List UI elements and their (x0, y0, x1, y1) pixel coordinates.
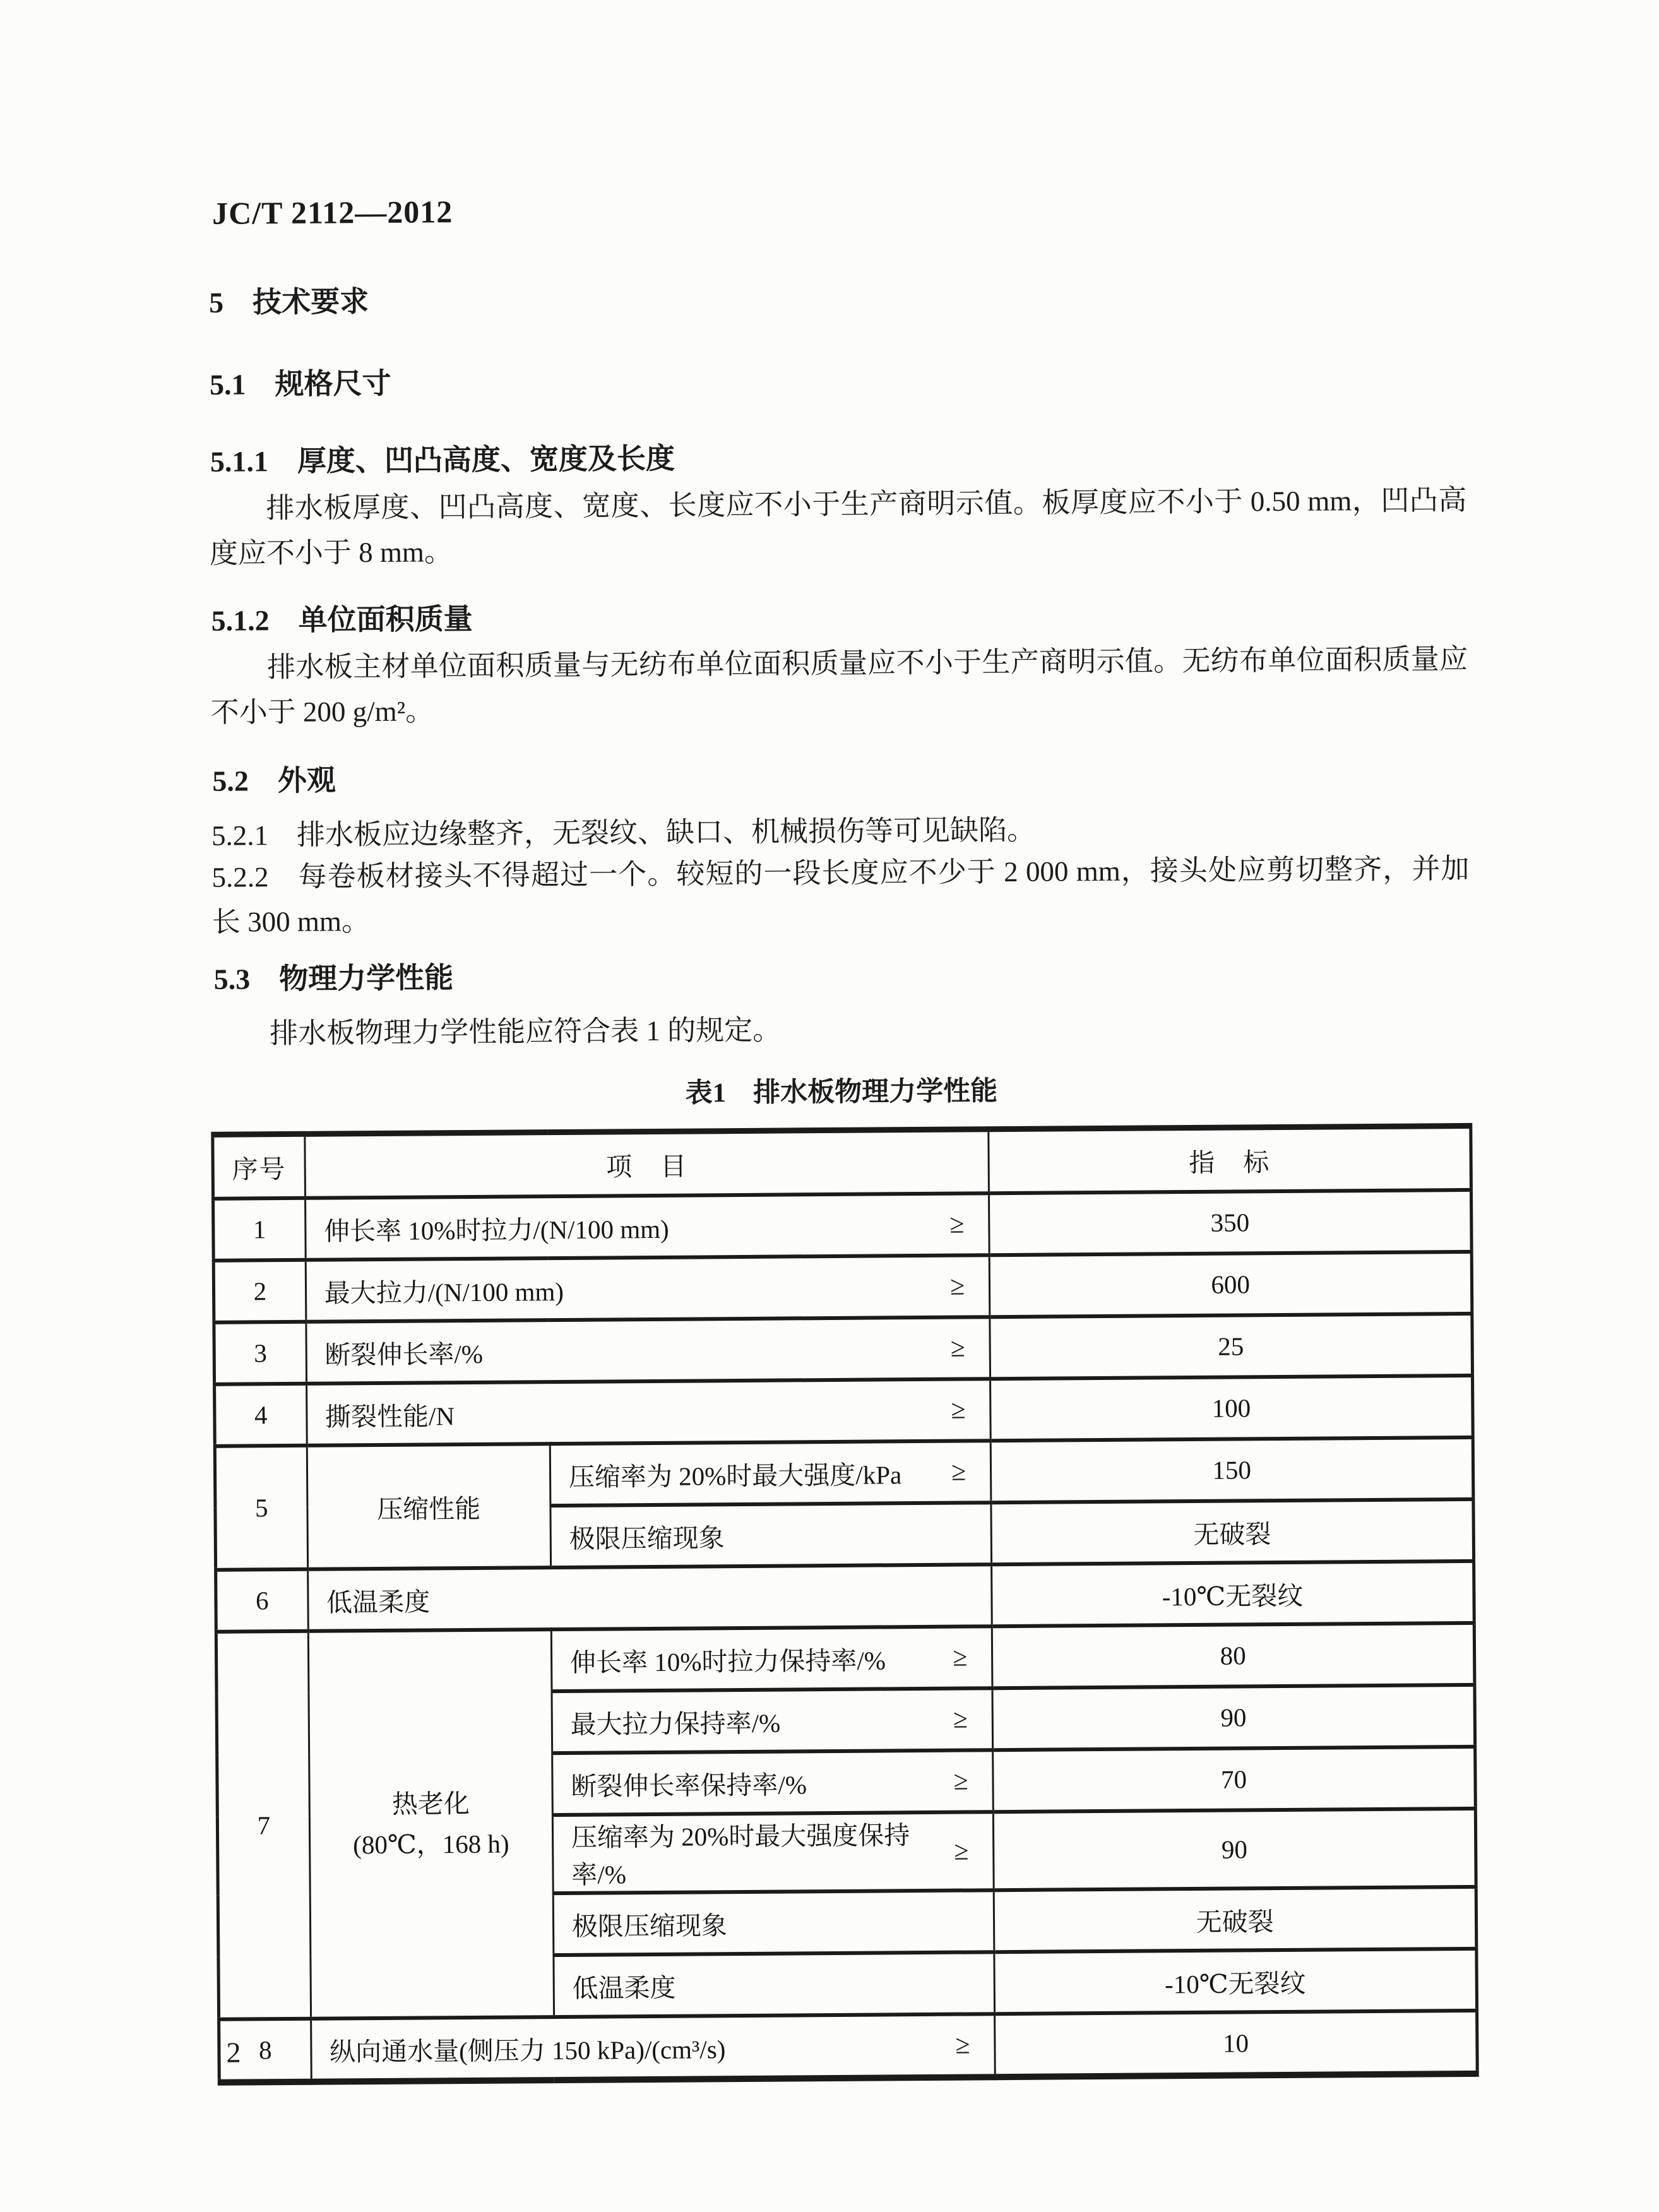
heading-thickness-height-width-length: 5.1.1 厚度、凹凸高度、宽度及长度 (210, 442, 675, 478)
para-thickness-requirements: 排水板厚度、凹凸高度、宽度、长度应不小于生产商明示值。板厚度应不小于 0.50 mm，凹凸高度应不小于 8 mm。 (209, 484, 1467, 569)
col-header-index: 指 标 (989, 1126, 1471, 1193)
group-label-line1: 热老化 (391, 1789, 470, 1819)
cell-value: 无破裂 (994, 1887, 1476, 1952)
item-flex (572, 1965, 970, 2004)
para-mass-requirements: 排水板主材单位面积质量与无纺布单位面积质量应不小于生产商明示值。无纺布单位面积质量应不小于 200 g/m²。 (210, 643, 1468, 728)
gte-symbol: ≥ (950, 1333, 966, 1363)
cell-no: 7 (216, 1631, 311, 2019)
table-row (213, 1252, 1472, 1323)
standard-number: JC/T 2112—2012 (211, 194, 453, 231)
cell-value: -10℃无裂纹 (994, 1949, 1477, 2014)
table1-title: 表1 排水板物理力学性能 (685, 1076, 998, 1109)
item-flex (324, 1329, 965, 1371)
item-text: 纵向通水量(侧压力 150 kPa)/(cm³/s) (329, 2034, 726, 2067)
item-text: 低温柔度 (326, 1586, 431, 1617)
item-flex (572, 1903, 970, 1942)
cell-value: 600 (989, 1252, 1472, 1317)
group-label-line2: (80℃，168 h) (353, 1829, 509, 1860)
item-text: 压缩率为 20%时最大强度保持率/% (571, 1821, 910, 1889)
cell-item (551, 1626, 992, 1691)
table1-physical-properties (211, 1123, 1479, 2086)
col-header-no: 序号 (213, 1134, 305, 1199)
table-row (216, 1623, 1475, 1694)
gte-symbol: ≥ (949, 1271, 965, 1301)
item-text: 伸长率 10%时拉力/(N/100 mm) (323, 1214, 669, 1246)
heading-appearance: 5.2 外观 (212, 764, 336, 797)
cell-group-heat-aging (308, 1629, 554, 2019)
item-text: 伸长率 10%时拉力保持率/% (569, 1645, 886, 1677)
cell-value: 80 (992, 1623, 1474, 1688)
cell-item (306, 1255, 990, 1322)
cell-value: 90 (994, 1809, 1477, 1890)
gte-symbol: ≥ (954, 1836, 969, 1866)
cell-no: 8 (219, 2019, 311, 2083)
para-appearance-5-2-1: 5.2.1 排水板应边缘整齐，无裂纹、缺口、机械损伤等可见缺陷。 (211, 814, 1036, 852)
item-flex (326, 1577, 967, 1619)
gte-symbol: ≥ (955, 2030, 970, 2060)
heading-technical-requirements: 5 技术要求 (208, 285, 369, 319)
cell-group-compression: 压缩性能 (307, 1444, 551, 1569)
cell-item (552, 1750, 993, 1815)
item-flex (324, 1268, 965, 1309)
item-flex (569, 1515, 966, 1555)
table-row (213, 1190, 1472, 1261)
cell-item (552, 1688, 993, 1753)
cell-value: 无破裂 (991, 1499, 1473, 1564)
item-flex (330, 2026, 970, 2068)
gte-symbol: ≥ (951, 1395, 966, 1425)
gte-symbol: ≥ (951, 1457, 966, 1487)
cell-value: 350 (989, 1190, 1472, 1255)
cell-item (306, 1317, 990, 1384)
gte-symbol: ≥ (953, 1766, 968, 1796)
item-text: 撕裂性能/N (324, 1401, 455, 1432)
heading-physical-mechanical-properties: 5.3 物理力学性能 (213, 961, 454, 996)
cell-item (311, 2014, 995, 2082)
item-flex (571, 1814, 969, 1891)
para-appearance-5-2-2: 5.2.2 每卷板材接头不得超过一个。较短的一段长度应不少于 2 000 mm，接头处应剪切整齐，并加长 300 mm。 (211, 852, 1470, 938)
gte-symbol: ≥ (949, 1210, 965, 1239)
cell-item (305, 1193, 989, 1260)
cell-item (550, 1502, 992, 1567)
cell-no: 4 (215, 1384, 307, 1446)
item-flex (571, 1763, 968, 1802)
item-text: 低温柔度 (572, 1973, 676, 2003)
table-row (219, 2011, 1478, 2083)
heading-mass-per-unit-area: 5.1.2 单位面积质量 (211, 602, 473, 637)
item-text: 断裂伸长率/% (324, 1339, 484, 1370)
cell-item (306, 1379, 990, 1446)
table-row (215, 1437, 1473, 1508)
item-flex (569, 1453, 966, 1493)
para-table1-reference: 排水板物理力学性能应符合表 1 的规定。 (270, 1014, 782, 1050)
cell-item (552, 1812, 994, 1893)
cell-item (554, 1952, 995, 2017)
cell-value: 25 (990, 1314, 1472, 1379)
item-text: 断裂伸长率保持率/% (571, 1769, 807, 1801)
cell-no: 5 (215, 1446, 307, 1570)
cell-no: 2 (213, 1260, 306, 1323)
cell-no: 3 (214, 1322, 306, 1384)
cell-value: 10 (995, 2011, 1477, 2077)
table-row (214, 1314, 1473, 1384)
item-text: 最大拉力/(N/100 mm) (324, 1276, 564, 1308)
cell-item (550, 1441, 991, 1506)
table-row (216, 1561, 1475, 1632)
heading-specification-dimensions: 5.1 规格尺寸 (209, 367, 391, 401)
cell-no: 6 (216, 1569, 308, 1632)
gte-symbol: ≥ (953, 1643, 968, 1672)
cell-value: 100 (990, 1376, 1473, 1441)
col-header-item: 项 目 (304, 1129, 989, 1198)
cell-value: 90 (992, 1685, 1475, 1750)
item-flex (570, 1701, 968, 1740)
item-text: 最大拉力保持率/% (570, 1708, 781, 1739)
item-flex (570, 1639, 968, 1679)
cell-value: -10℃无裂纹 (992, 1561, 1474, 1626)
page-number: 2 (226, 2036, 241, 2069)
table-row (215, 1376, 1473, 1446)
item-text: 极限压缩现象 (569, 1523, 725, 1554)
table-header-row (213, 1126, 1472, 1198)
gte-symbol: ≥ (953, 1704, 968, 1734)
cell-value: 150 (990, 1437, 1473, 1502)
item-flex (325, 1391, 966, 1433)
item-text: 压缩率为 20%时最大强度/kPa (568, 1460, 902, 1492)
cell-item (307, 1564, 992, 1631)
item-text: 极限压缩现象 (571, 1910, 728, 1941)
item-flex (324, 1206, 965, 1247)
cell-no: 1 (213, 1198, 306, 1261)
cell-value: 70 (993, 1747, 1475, 1812)
cell-item (553, 1890, 994, 1955)
